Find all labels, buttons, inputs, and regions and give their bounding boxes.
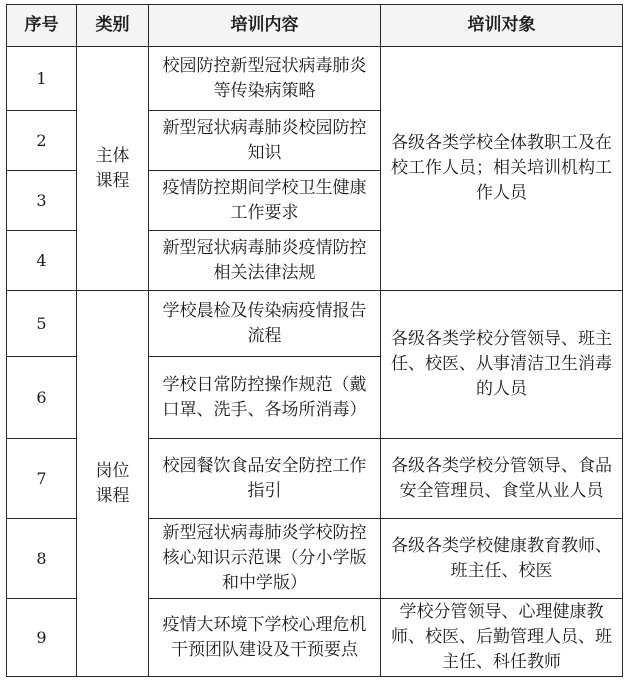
content-cell: 疫情防控期间学校卫生健康工作要求: [149, 171, 381, 231]
category-cell-post: 岗位课程: [77, 291, 149, 677]
seq-cell: 4: [7, 231, 77, 291]
seq-cell: 3: [7, 171, 77, 231]
seq-cell: 8: [7, 519, 77, 599]
header-row: [7, 5, 623, 47]
seq-cell: 6: [7, 357, 77, 439]
header-category: 类别: [77, 5, 149, 47]
content-cell: 疫情大环境下学校心理危机干预团队建设及干预要点: [149, 599, 381, 677]
table-row: [7, 47, 623, 111]
target-cell: 学校分管领导、心理健康教师、校医、后勤管理人员、班主任、科任教师: [381, 599, 623, 677]
content-cell: 新型冠状病毒肺炎校园防控知识: [149, 111, 381, 171]
header-content: 培训内容: [149, 5, 381, 47]
header-target: 培训对象: [381, 5, 623, 47]
content-cell: 校园防控新型冠状病毒肺炎等传染病策略: [149, 47, 381, 111]
content-cell: 学校日常防控操作规范（戴口罩、洗手、各场所消毒）: [149, 357, 381, 439]
target-cell: 各级各类学校分管领导、班主任、校医、从事清洁卫生消毒的人员: [381, 291, 623, 439]
category-cell-main: 主体课程: [77, 47, 149, 291]
table-row: [7, 291, 623, 357]
content-cell: 新型冠状病毒肺炎疫情防控相关法律法规: [149, 231, 381, 291]
header-seq: 序号: [7, 5, 77, 47]
target-cell: 各级各类学校健康教育教师、班主任、校医: [381, 519, 623, 599]
seq-cell: 9: [7, 599, 77, 677]
training-table: [6, 4, 623, 677]
content-cell: 新型冠状病毒肺炎学校防控核心知识示范课（分小学版和中学版）: [149, 519, 381, 599]
seq-cell: 2: [7, 111, 77, 171]
seq-cell: 5: [7, 291, 77, 357]
seq-cell: 7: [7, 439, 77, 519]
target-cell: 各级各类学校分管领导、食品安全管理员、食堂从业人员: [381, 439, 623, 519]
content-cell: 校园餐饮食品安全防控工作指引: [149, 439, 381, 519]
content-cell: 学校晨检及传染病疫情报告流程: [149, 291, 381, 357]
seq-cell: 1: [7, 47, 77, 111]
target-cell: 各级各类学校全体教职工及在校工作人员；相关培训机构工作人员: [381, 47, 623, 291]
